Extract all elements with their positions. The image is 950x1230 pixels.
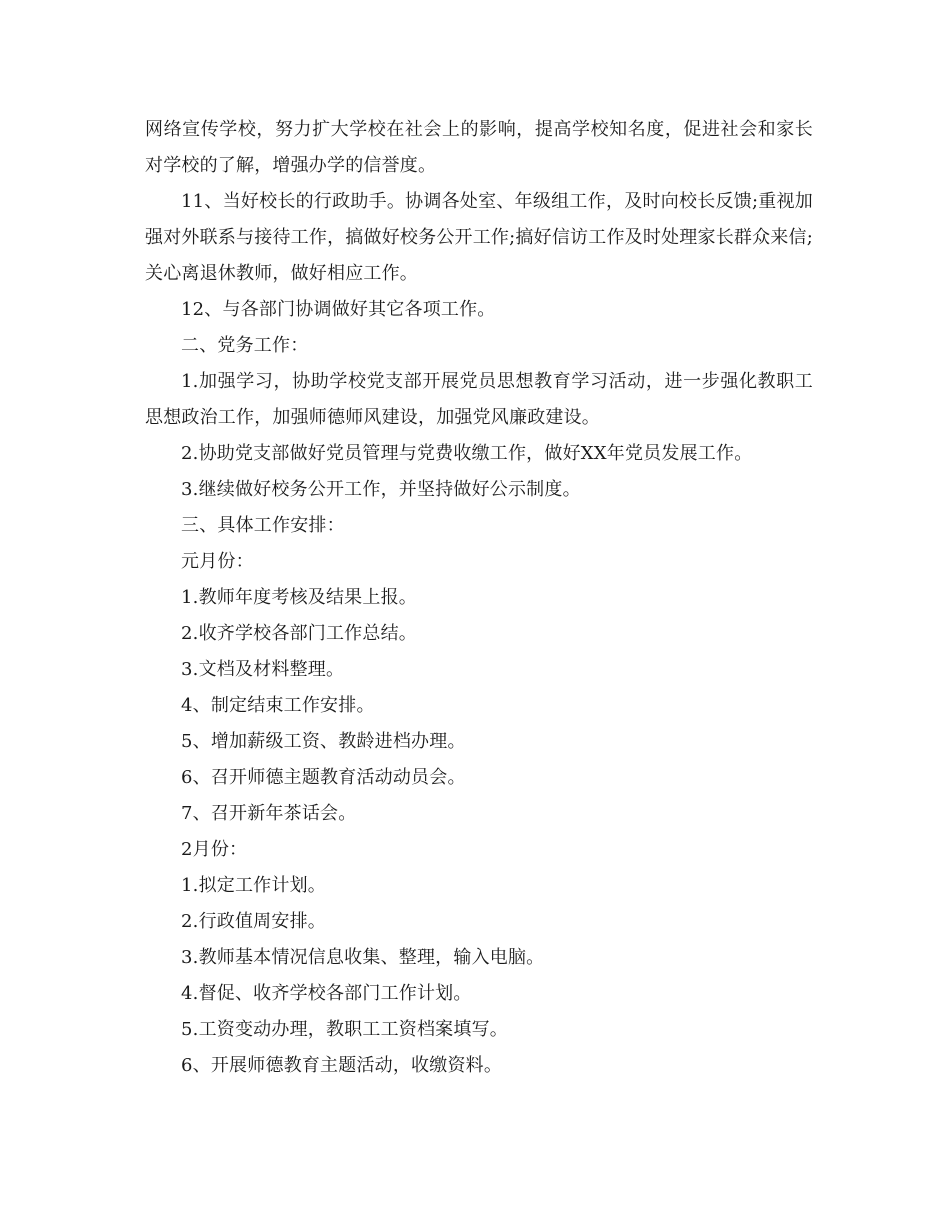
paragraph-party-2: 2.协助党支部做好党员管理与党费收缴工作，做好XX年党员发展工作。: [181, 443, 753, 464]
list-item: 3.教师基本情况信息收集、整理，输入电脑。: [181, 947, 545, 968]
list-item: 2.收齐学校各部门工作总结。: [181, 623, 417, 644]
list-item: 3.文档及材料整理。: [181, 659, 345, 680]
list-item: 4、制定结束工作安排。: [181, 695, 375, 716]
list-item: 6、召开师德主题教育活动动员会。: [181, 767, 466, 788]
paragraph-party-3: 3.继续做好校务公开工作，并坚持做好公示制度。: [181, 479, 581, 500]
paragraph-party-1: 1.加强学习，协助学校党支部开展党员思想教育学习活动，进一步强化教职工思想政治工作，加强师德师风建设，加强党风廉政建设。: [145, 371, 813, 428]
paragraph-item-11: 11、当好校长的行政助手。协调各处室、年级组工作，及时向校长反馈;重视加强对外联系与接待工作，搞做好校务公开工作;搞好信访工作及时处理家长群众来信;关心离退休教师，做好相应工作。: [145, 191, 813, 284]
list-item: 1.教师年度考核及结果上报。: [181, 587, 417, 608]
month-heading-january: 元月份：: [181, 551, 254, 572]
paragraph-continuation: 网络宣传学校，努力扩大学校在社会上的影响，提高学校知名度，促进社会和家长对学校的了解，增强办学的信誉度。: [145, 119, 813, 176]
month-heading-february: 2月份：: [181, 839, 248, 860]
list-item: 2.行政值周安排。: [181, 911, 326, 932]
section-heading-schedule: 三、具体工作安排：: [181, 515, 345, 536]
list-item: 1.拟定工作计划。: [181, 875, 326, 896]
list-item: 4.督促、收齐学校各部门工作计划。: [181, 983, 472, 1004]
paragraph-item-12: 12、与各部门协调做好其它各项工作。: [181, 299, 496, 320]
section-heading-party-affairs: 二、党务工作：: [181, 335, 309, 356]
list-item: 5.工资变动办理，教职工工资档案填写。: [181, 1019, 508, 1040]
document-body: [145, 112, 813, 1084]
list-item: 7、召开新年茶话会。: [181, 803, 357, 824]
list-item: 6、开展师德教育主题活动，收缴资料。: [181, 1055, 503, 1076]
list-item: 5、增加薪级工资、教龄进档办理。: [181, 731, 466, 752]
